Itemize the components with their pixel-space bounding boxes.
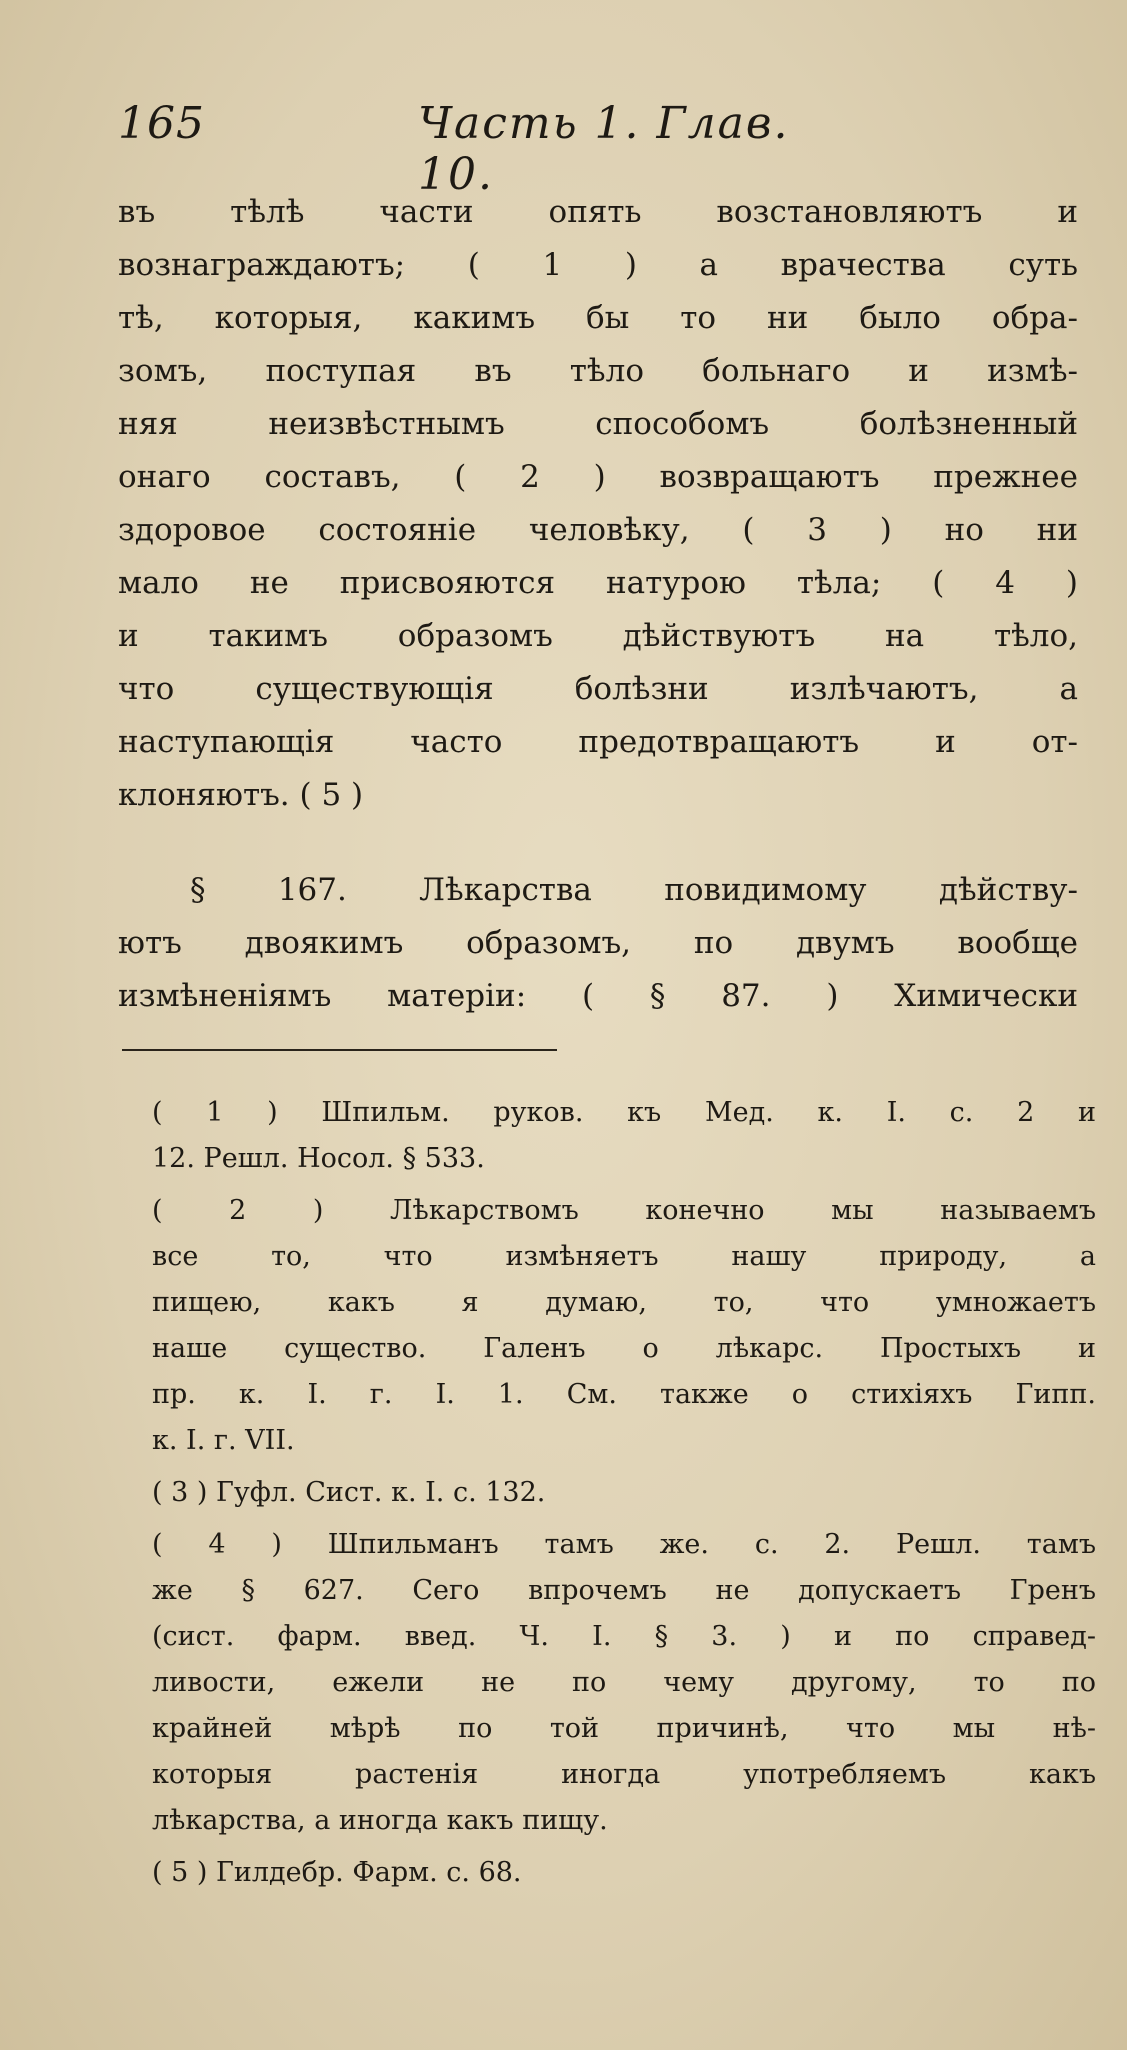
footnote-1 — [152, 1090, 1096, 1182]
text-line: няя неизвѣстнымъ способомъ болѣзненный — [118, 406, 1078, 442]
footnote-3 — [152, 1470, 1096, 1516]
footnote-line: ( 3 ) Гуфл. Сист. к. I. с. 132. — [152, 1477, 546, 1508]
footnote-line: же § 627. Сего впрочемъ не допускаетъ Гренъ — [152, 1575, 1096, 1606]
page-number: 165 — [118, 98, 205, 149]
footnote-line: наше существо. Галенъ о лѣкарс. Простыхъ и — [152, 1333, 1096, 1364]
footnotes — [152, 1090, 1096, 1896]
footnote-line: пр. к. I. г. I. 1. См. также о стихіяхъ Гипп. — [152, 1379, 1096, 1410]
text-line: здоровое состояніе человѣку, ( 3 ) но ни — [118, 512, 1078, 548]
footnote-line: все то, что измѣняетъ нашу природу, а — [152, 1241, 1096, 1272]
footnote-2 — [152, 1188, 1096, 1464]
text-line: и такимъ образомъ дѣйствуютъ на тѣло, — [118, 618, 1078, 654]
footnote-line: ( 4 ) Шпильманъ тамъ же. с. 2. Решл. тамъ — [152, 1529, 1096, 1560]
footnote-4 — [152, 1522, 1096, 1844]
text-line: ютъ двоякимъ образомъ, по двумъ вообще — [118, 925, 1078, 961]
footnote-line: к. I. г. VII. — [152, 1425, 295, 1456]
footnote-line: 12. Решл. Носол. § 533. — [152, 1143, 485, 1174]
text-line: въ тѣлѣ части опять возстановляютъ и — [118, 194, 1078, 230]
footnote-line: которыя растенія иногда употребляемъ какъ — [152, 1759, 1096, 1790]
footnote-line: ( 2 ) Лѣкарствомъ конечно мы называемъ — [152, 1195, 1096, 1226]
footnote-line: ливости, ежели не по чему другому, то по — [152, 1667, 1096, 1698]
footnote-line: ( 5 ) Гилдебр. Фарм. с. 68. — [152, 1857, 522, 1888]
text-line: наступающія часто предотвращаютъ и от- — [118, 724, 1078, 760]
page-header — [118, 98, 838, 200]
paragraph-spacer — [118, 822, 1078, 864]
running-head: Часть 1. Глав. 10. — [418, 98, 790, 200]
main-text — [118, 186, 1078, 1023]
text-line: клоняютъ. ( 5 ) — [118, 777, 364, 813]
paragraph — [118, 186, 1078, 822]
text-line: зомъ, поступая въ тѣло больнаго и измѣ- — [118, 353, 1078, 389]
footnote-line: пищею, какъ я думаю, то, что умножаетъ — [152, 1287, 1096, 1318]
footnote-line: крайней мѣрѣ по той причинѣ, что мы нѣ- — [152, 1713, 1096, 1744]
footnote-line: лѣкарства, а иногда какъ пищу. — [152, 1805, 608, 1836]
text-line: тѣ, которыя, какимъ бы то ни было обра- — [118, 300, 1078, 336]
text-line: что существующія болѣзни излѣчаютъ, а — [118, 671, 1078, 707]
paragraph — [118, 864, 1078, 1023]
text-line: онаго составъ, ( 2 ) возвращаютъ прежнее — [118, 459, 1078, 495]
footnote-divider — [122, 1049, 557, 1051]
text-line: вознаграждаютъ; ( 1 ) а врачества суть — [118, 247, 1078, 283]
text-line: мало не присвояются натурою тѣла; ( 4 ) — [118, 565, 1078, 601]
text-line: измѣненіямъ матеріи: ( § 87. ) Химически — [118, 978, 1078, 1014]
footnote-line: ( 1 ) Шпильм. руков. къ Мед. к. I. с. 2 и — [152, 1097, 1096, 1128]
footnote-5 — [152, 1850, 1096, 1896]
text-line: § 167. Лѣкарства повидимому дѣйству- — [190, 872, 1078, 908]
footnote-line: (сист. фарм. введ. Ч. I. § 3. ) и по справед- — [152, 1621, 1096, 1652]
